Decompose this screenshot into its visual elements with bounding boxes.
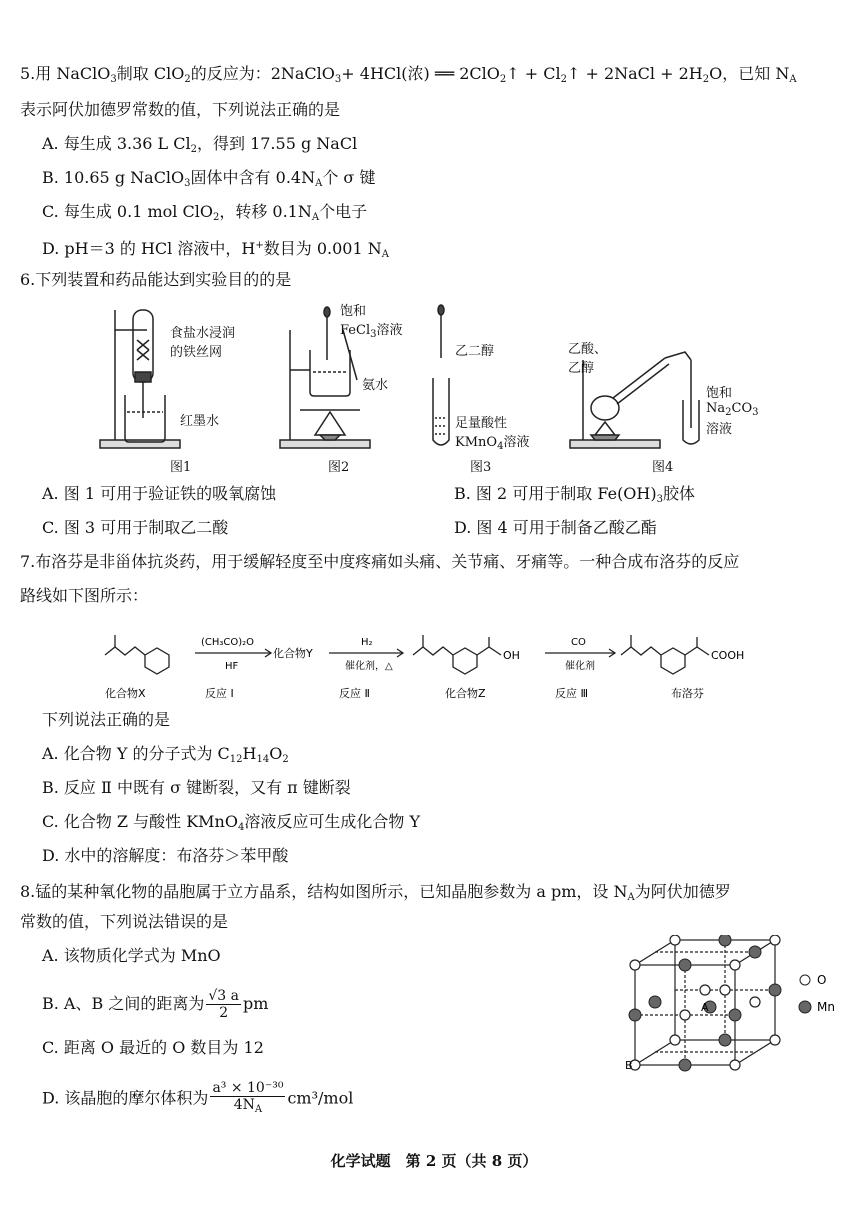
q7-synthesis-route — [95, 615, 795, 705]
reagent1-bottom: HF — [225, 661, 239, 672]
fig3-caption: 图3 — [470, 460, 492, 475]
q7-option-b: B. 反应 Ⅱ 中既有 σ 键断裂，又有 π 键断裂 — [42, 778, 351, 797]
label-reaction-1: 反应 Ⅰ — [205, 687, 234, 700]
label-ibuprofen: 布洛芬 — [671, 687, 704, 700]
q8-stem-line1: 8.锰的某种氧化物的晶胞属于立方晶系，结构如图所示，已知晶胞参数为 a pm，设 $N_A$为阿伏加德罗 — [20, 882, 731, 903]
q5-option-a: A. 每生成 3.36 L $Cl_2$，得到 17.55 g NaCl — [42, 134, 358, 155]
label-compound-x: 化合物X — [105, 687, 146, 700]
carboxyl-label: COOH — [711, 649, 745, 662]
reagent3-top: CO — [571, 637, 586, 648]
q6-option-b: B. 图 2 可用于制取 $Fe(OH)_3$胶体 — [454, 484, 696, 505]
q8-option-c: C. 距离 O 最近的 O 数目为 12 — [42, 1038, 264, 1057]
q7-option-c: C. 化合物 Z 与酸性 KMnO$_4$溶液反应可生成化合物 Y — [42, 812, 421, 833]
fig1-label-mesh: 食盐水浸润 的铁丝网 — [170, 326, 236, 360]
q8-option-d: D. 该晶胞的摩尔体积为 $\frac{\text{a³ × 10⁻³⁰}}{4N_A}$ cm³/mol — [42, 1080, 354, 1115]
compound-y-label: 化合物Y — [273, 647, 313, 660]
crystal-cell-figure — [625, 935, 855, 1075]
fig2-label-ammonia: 氨水 — [362, 378, 389, 393]
fig1-label-ink: 红墨水 — [180, 414, 220, 429]
point-b-label: B — [625, 1059, 633, 1072]
page-footer: 化学试题 第 2 页（共 8 页） — [330, 1152, 538, 1170]
fig4-caption: 图4 — [652, 460, 674, 475]
label-reaction-2: 反应 Ⅱ — [339, 687, 370, 700]
q8-option-a: A. 该物质化学式为 MnO — [42, 946, 221, 965]
q5-option-b: B. 10.65 g NaClO$_3$固体中含有 $0.4N_A$个 σ 键 — [42, 168, 376, 189]
legend-o-icon — [800, 975, 810, 985]
fig4-label-reactants: 乙酸、 乙醇 — [568, 342, 608, 376]
hydroxyl-label: OH — [503, 649, 520, 662]
q7-stem-line1: 7.布洛芬是非甾体抗炎药，用于缓解轻度至中度疼痛如头痛、关节痛、牙痛等。一种合成布洛芬的反应 — [20, 552, 740, 571]
q7-option-d: D. 水中的溶解度：布洛芬＞苯甲酸 — [42, 846, 289, 865]
fig1-apparatus — [100, 310, 180, 448]
label-reaction-3: 反应 Ⅲ — [555, 687, 589, 700]
q5-stem-line2: 表示阿伏加德罗常数的值，下列说法正确的是 — [20, 100, 341, 119]
q6-stem: 6.下列装置和药品能达到实验目的的是 — [20, 270, 292, 289]
reagent1-top: (CH₃CO)₂O — [201, 637, 255, 648]
q8-stem-line2: 常数的值，下列说法错误的是 — [20, 912, 229, 931]
q7-stem-line2: 路线如下图所示： — [20, 586, 149, 605]
q5-stem-line1: 5.用 NaClO$_3$制取 ClO$_2$的反应为：2NaClO$_3$+ 4HCl(浓) ══ 2ClO$_2$↑ + $Cl_2↑$ + 2NaCl + $2H_2O$，已知 $N_A$ — [20, 64, 797, 85]
q5-option-d: D. pH＝3 的 HCl 溶液中，H+数目为 0.001 $N_A$ — [42, 239, 389, 260]
legend-o-label: O — [817, 973, 827, 987]
label-compound-z: 化合物Z — [445, 687, 486, 700]
reagent2-bottom: 催化剂，△ — [345, 661, 393, 672]
fig3-label-kmno4: 足量酸性 KMnO$_4$溶液 — [455, 416, 530, 452]
legend-mn-icon — [799, 1001, 811, 1013]
q7-question: 下列说法正确的是 — [42, 710, 171, 729]
fig2-caption: 图2 — [328, 460, 350, 475]
point-a-label: A — [701, 1001, 709, 1014]
fig4-label-na2co3: 饱和 $Na_2CO_3$ 溶液 — [706, 386, 759, 437]
reagent3-bottom: 催化剂 — [565, 661, 595, 672]
q7-option-a: A. 化合物 Y 的分子式为 $C_{12}H_{14}O_2$ — [42, 744, 289, 765]
fig1-caption: 图1 — [170, 460, 192, 475]
fig3-apparatus — [433, 305, 449, 445]
legend-mn-label: Mn — [817, 1000, 835, 1014]
reagent2-top: H₂ — [361, 637, 373, 648]
q8-option-b: B. A、B 之间的距离为 $\frac{√3 a}{2}$ pm — [42, 988, 269, 1021]
q5-option-c: C. 每生成 0.1 mol ClO$_2$，转移 $0.1N_A$个电子 — [42, 202, 368, 223]
q6-option-a: A. 图 1 可用于验证铁的吸氧腐蚀 — [42, 484, 277, 503]
fig3-label-glycol: 乙二醇 — [455, 344, 495, 359]
q6-option-c: C. 图 3 可用于制取乙二酸 — [42, 518, 229, 537]
q6-option-d: D. 图 4 可用于制备乙酸乙酯 — [454, 518, 657, 537]
fig2-label-fecl3: 饱和 FeCl$_3$溶液 — [340, 304, 403, 340]
